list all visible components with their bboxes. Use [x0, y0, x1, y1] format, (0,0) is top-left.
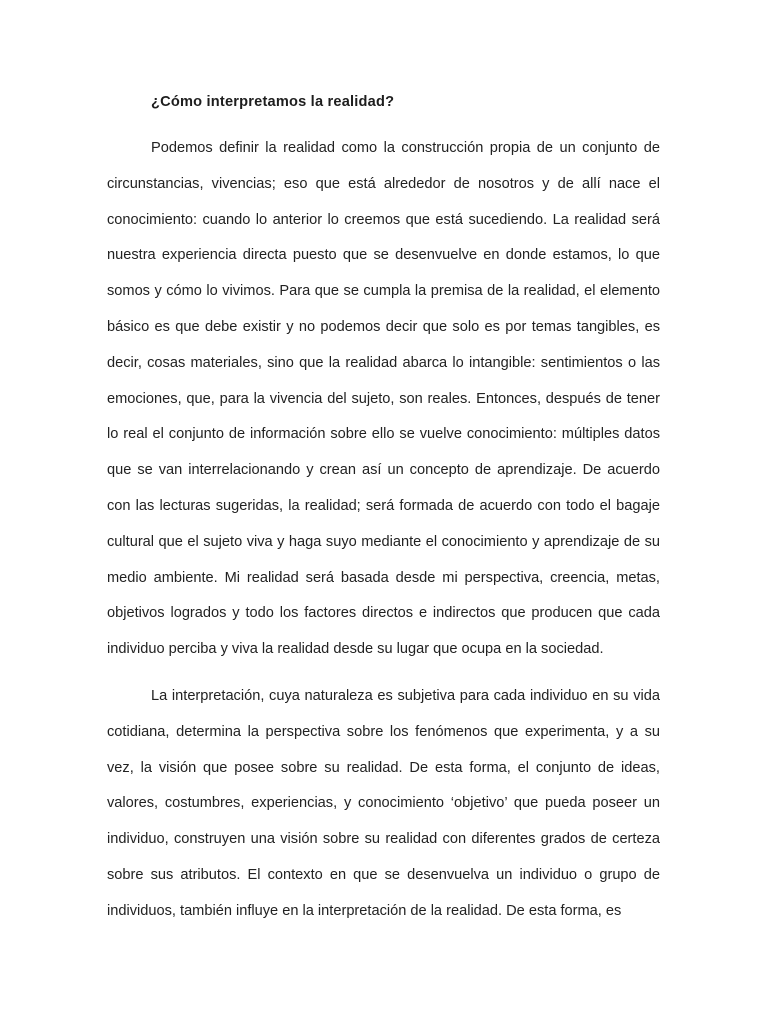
paragraph-1: Podemos definir la realidad como la construcción propia de un conjunto de circunstancias, vivencias; eso que está alrededor de nosotros y de allí nace el conocimiento: cuando lo anterior lo creemos que está sucediendo. La realidad será nuestra experiencia directa puesto que se desenvuelve en donde estamos, lo que somos y cómo lo vivimos. Para que se cumpla la premisa de la realidad, el elemento básico es que debe existir y no podemos decir que solo es por temas tangibles, es decir, cosas materiales, sino que la realidad abarca lo intangible: sentimientos o las emociones, que, para la vivencia del sujeto, son reales. Entonces, después de tener lo real el conjunto de información sobre ello se vuelve conocimiento: múltiples datos que se van interrelacionando y crean así un concepto de aprendizaje. De acuerdo con las lecturas sugeridas, la realidad; será formada de acuerdo con todo el bagaje cultural que el sujeto viva y haga suyo mediante el conocimiento y aprendizaje de su medio ambiente. Mi realidad será basada desde mi perspectiva, creencia, metas, objetivos logrados y todo los factores directos e indirectos que producen que cada individuo perciba y viva la realidad desde su lugar que ocupa en la sociedad. — [107, 140, 660, 658]
document-title: ¿Cómo interpretamos la realidad? — [151, 94, 395, 110]
paragraph-2: La interpretación, cuya naturaleza es subjetiva para cada individuo en su vida cotidiana, determina la perspectiva sobre los fenómenos que experimenta, y a su vez, la visión que posee sobre su realidad. De esta forma, el conjunto de ideas, valores, costumbres, experiencias, y conocimiento ‘objetivo’ que pueda poseer un individuo, construyen una visión sobre su realidad con diferentes grados de certeza sobre sus atributos. El contexto en que se desenvuelva un individuo o grupo de individuos, también influye en la interpretación de la realidad. De esta forma, es — [107, 687, 660, 919]
